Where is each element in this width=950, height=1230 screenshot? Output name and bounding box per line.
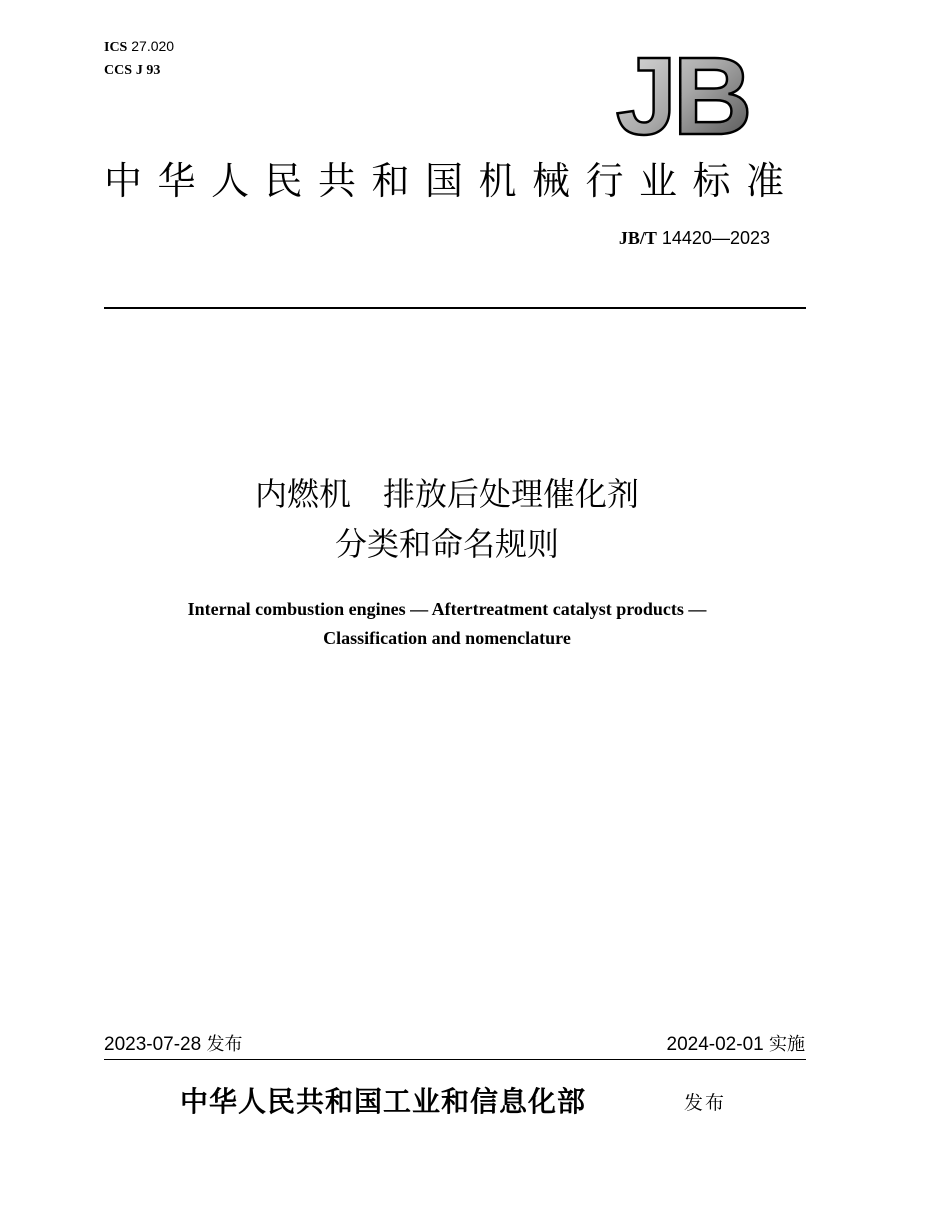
ccs-code [104,60,160,80]
standard-number [619,227,770,249]
issue-date-label: 发布 [206,1034,243,1055]
jb-logo [604,48,764,140]
ccs-label: CCS [104,63,133,78]
publisher-suffix: 发布 [684,1092,727,1114]
implementation-date-label: 实施 [769,1034,805,1055]
issue-date [104,1033,242,1057]
publisher-name: 中华人民共和国工业和信息化部 [180,1085,587,1118]
ics-label: ICS [104,40,128,55]
top-divider [104,307,806,309]
issue-date-value: 2023-07-28 [104,1034,202,1055]
title-en-line2: Classification and nomenclature [323,628,571,648]
title-cn-line2: 分类和命名规则 [334,525,559,563]
standard-category: 中华人民共和国机械行业标准 [104,159,800,203]
ccs-value: J 93 [135,63,161,78]
implementation-date-value: 2024-02-01 [666,1034,764,1055]
jb-logo-text: JB [615,48,749,140]
standard-number-value: 14420—2023 [661,228,770,248]
ics-code [104,37,174,57]
standard-number-prefix: JB/T [618,228,657,248]
ics-value: 27.020 [131,38,175,54]
title-cn-line1: 内燃机 排放后处理催化剂 [254,475,639,513]
bottom-divider [104,1059,806,1060]
implementation-date [667,1033,805,1057]
title-en-line1: Internal combustion engines — Aftertreatment catalyst products — [187,599,707,619]
